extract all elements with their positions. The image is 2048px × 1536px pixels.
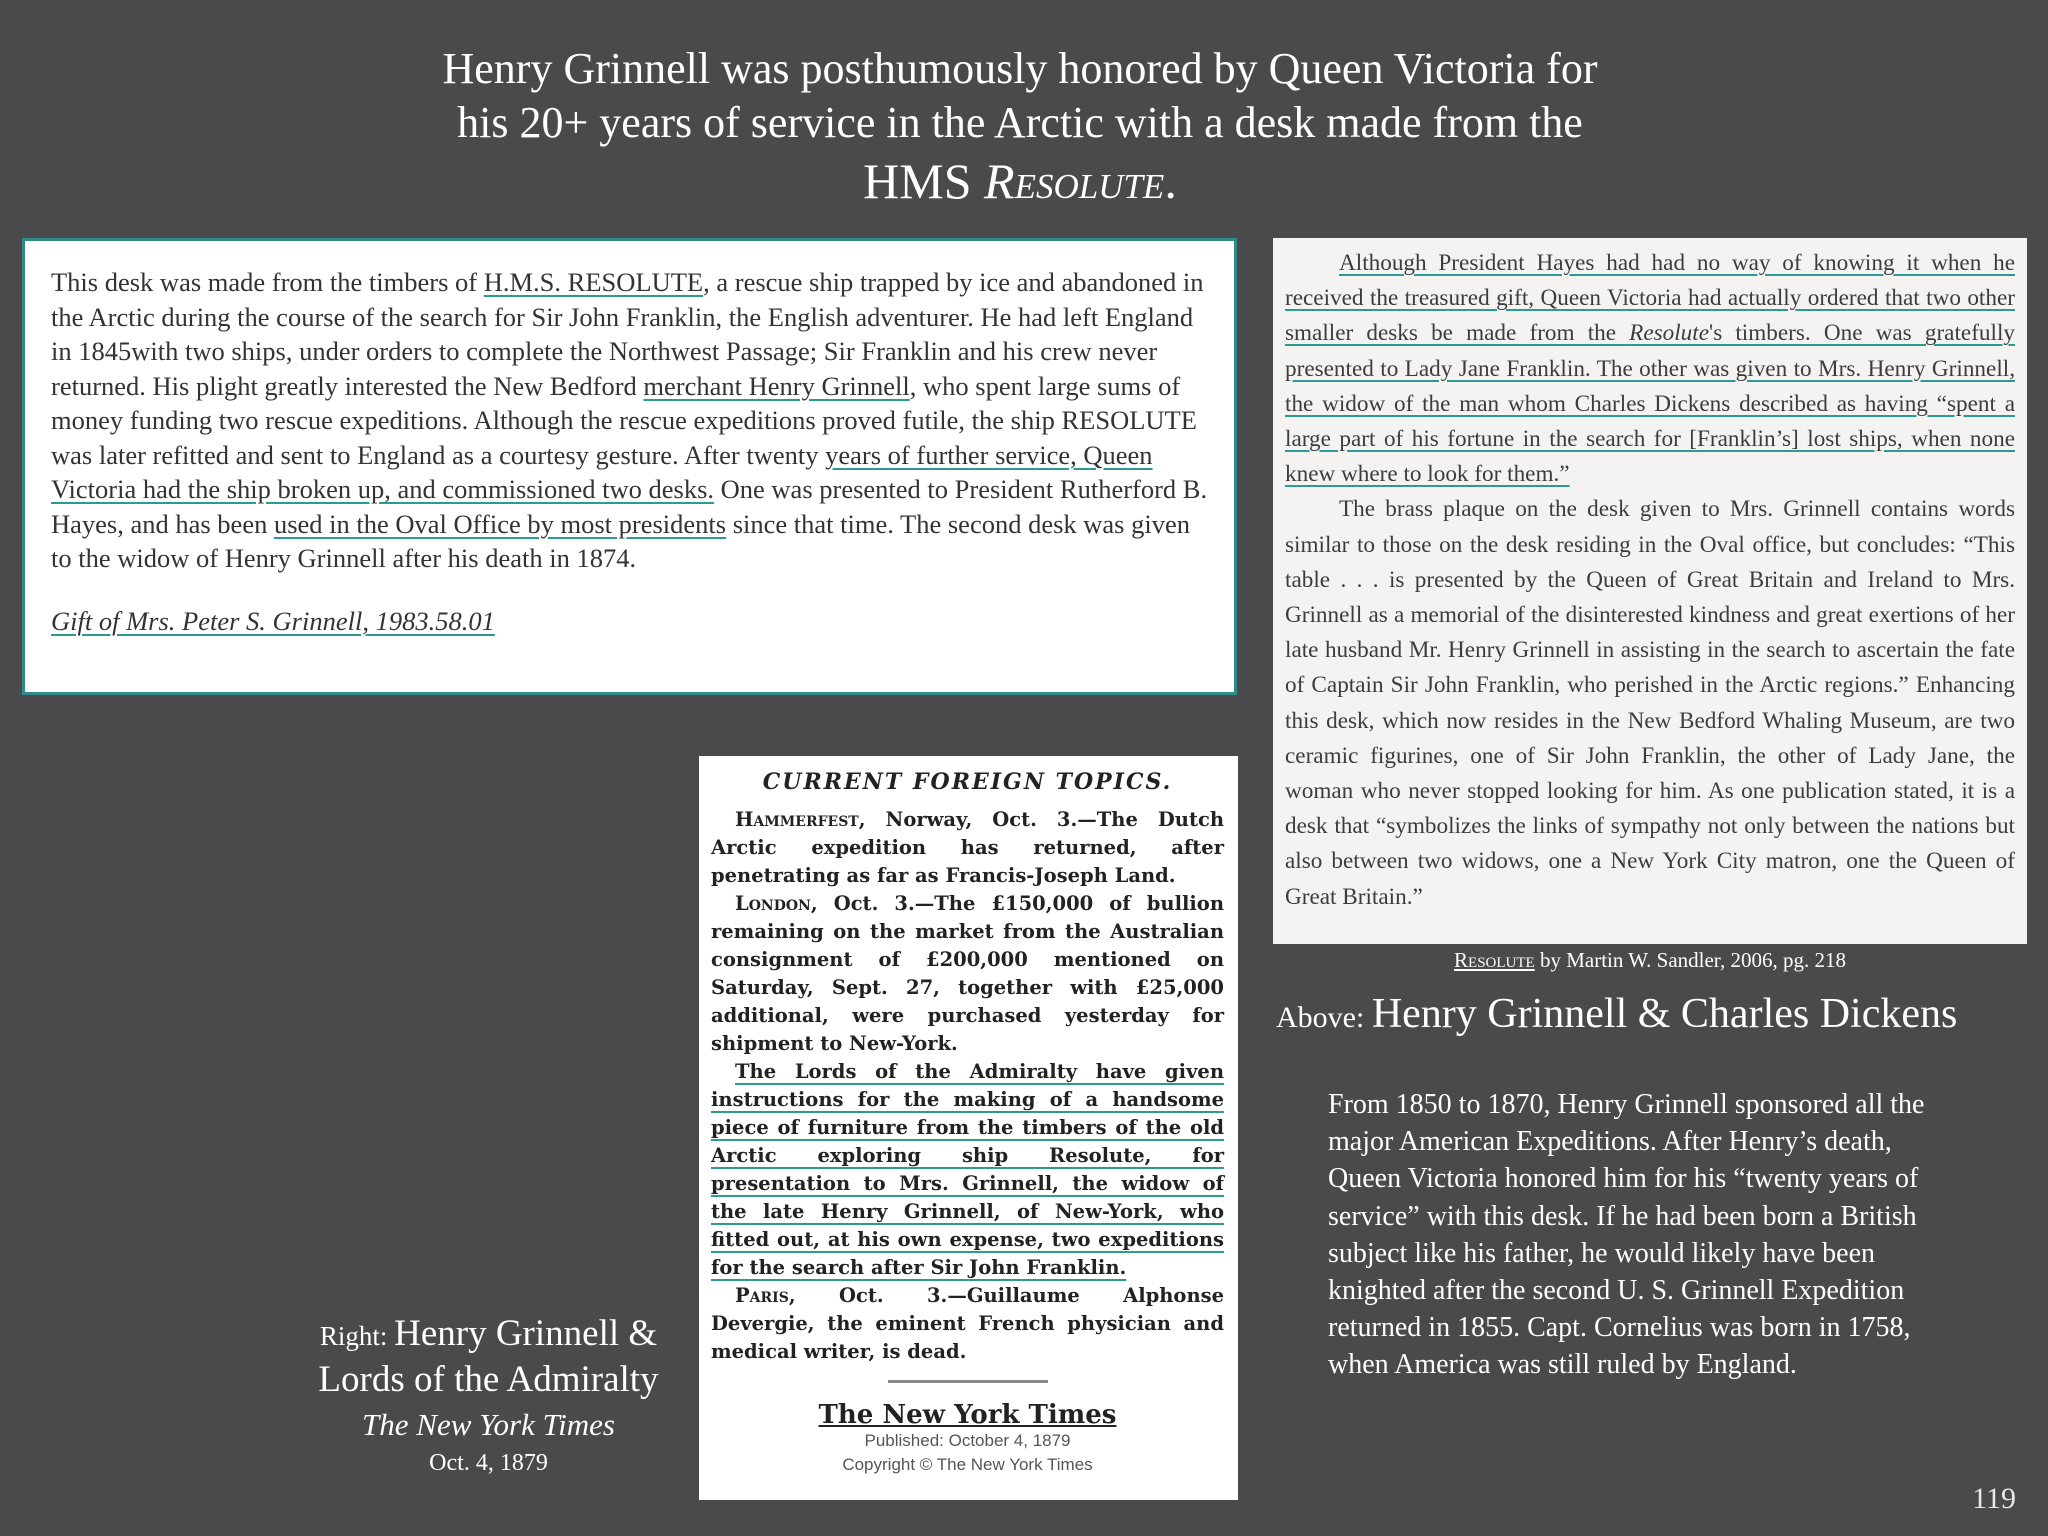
book-highlight-b: 's timbers. One was gratefully presented to Lady Jane Franklin. The other was given to Mrs. Henry Grinnell, the widow of the man whom Charles Dickens described as having “spent a large part of his fortune in the search for [Franklin’s] lost ships, when none knew where to look for them.” <box>1285 320 2015 488</box>
book-paragraph-1 <box>1285 246 2015 492</box>
news-place-hammerfest: Hammerfest, <box>735 808 866 831</box>
news-published-date: Published: October 4, 1879 <box>864 1431 1071 1450</box>
label-underline-resolute: H.M.S. RESOLUTE <box>483 267 704 297</box>
label-gift-line <box>51 604 1208 639</box>
label-seg-3: , who spent large sums of money funding two rescue expeditions. Although the rescue expeditions proved futile, the ship RESOLUTE was later refitted and sent to England as a courtesy gesture. After twenty <box>51 370 1197 470</box>
page-number: 119 <box>1972 1482 2016 1515</box>
book-highlight-a: Although President Hayes had had no way of knowing it when he received the treasured gift, Queen Victoria had actually ordered that two other smaller desks be made from the <box>1285 250 2015 347</box>
book-credit-rest: by Martin W. Sandler, 2006, pg. 218 <box>1534 948 1846 972</box>
label-underline-service: years of further service, Queen Victoria had the ship broken up, and commissioned two desks. <box>51 439 1153 504</box>
newspaper-caption <box>296 1312 681 1478</box>
news-item-hammerfest <box>711 806 1224 890</box>
label-underline-merchant: merchant Henry Grinnell <box>643 370 910 401</box>
news-text-london: Oct. 3.—The £150,000 of bullion remaining on the market from the Australian consignment of £200,000 mentioned on Saturday, Sept. 27, together with £25,000 additional, were purchased yesterday for shipment to New-York. <box>711 892 1224 1055</box>
news-heading: CURRENT FOREIGN TOPICS. <box>762 769 1173 795</box>
nyt-masthead: The New York Times <box>818 1400 1117 1430</box>
title-ship-name: Resolute <box>984 153 1165 209</box>
news-text-hammerfest: Norway, Oct. 3.—The Dutch Arctic expedition has returned, after penetrating as far as Francis-Joseph Land. <box>711 808 1224 887</box>
title-period: . <box>1164 153 1177 209</box>
book-paragraph-2: The brass plaque on the desk given to Mrs. Grinnell contains words similar to those on the desk residing in the Oval office, but concludes: “This table . . . is presented by the Queen of Great Britain and Ireland to Mrs. Grinnell as a memorial of the disinterested kindness and great exertions of her late husband Mr. Henry Grinnell in assisting in the search to ascertain the fate of Captain Sir John Franklin, who perished in the Arctic regions.” Enhancing this desk, which now resides in the New Bedford Whaling Museum, are two ceramic figurines, one of Sir John Franklin, the other of Lady Jane, the woman who never stopped looking for him. As one publication stated, it is a desk that “symbolizes the links of sympathy not only between the nations but also between two widows, one a New York City matron, one the Queen of Great Britain.” <box>1285 496 2015 910</box>
label-underline-oval-office: used in the Oval Office by most presidents <box>273 508 727 539</box>
label-seg-2: , a rescue ship trapped by ice and abandoned in the Arctic during the course of the search for Sir John Franklin, the English adventurer. He had left England in 1845with two ships, under orders to complete the Northwest Passage; Sir Franklin and his crew never returned. His plight greatly interested the New Bedford <box>51 267 1204 401</box>
news-place-london: London, <box>735 892 818 915</box>
news-item-admiralty <box>711 1058 1224 1282</box>
news-copyright: Copyright © The New York Times <box>842 1455 1093 1474</box>
newspaper-clipping <box>699 756 1238 1500</box>
above-prefix: Above: <box>1276 1001 1372 1034</box>
news-place-paris: Paris, <box>735 1284 796 1307</box>
caption-names: Henry Grinnell & <box>394 1313 658 1354</box>
title-line-2: his 20+ years of service in the Arctic with a desk made from the <box>457 98 1583 147</box>
news-divider <box>888 1380 1048 1383</box>
above-names: Henry Grinnell & Charles Dickens <box>1371 991 1958 1037</box>
news-item-paris <box>711 1282 1224 1366</box>
caption-line-3: The New York Times <box>362 1407 615 1442</box>
above-caption <box>1276 990 2036 1038</box>
label-seg-5: since that time. The second desk was given to the widow of Henry Grinnell after his death in 1874. <box>51 508 1190 573</box>
label-seg-4: One was presented to President Rutherford B. Hayes, and has been <box>51 474 1208 539</box>
museum-label-card <box>22 238 1237 695</box>
slide-title <box>300 42 1740 212</box>
grinnell-summary-text: From 1850 to 1870, Henry Grinnell sponsored all the major American Expeditions. After Henry’s death, Queen Victoria honored him for his “twenty years of service” with this desk. If he had been born a British subject like his father, he would likely have been knighted after the second U. S. Grinnell Expedition returned in 1855. Capt. Cornelius was born in 1758, when America was still ruled by England. <box>1328 1089 1925 1381</box>
news-highlight-admiralty: The Lords of the Admiralty have given instructions for the making of a handsome piece of furniture from the timbers of the old Arctic exploring ship Resolute, for presentation to Mrs. Grinnell, the widow of the late Henry Grinnell, of New-York, who fitted out, at his own expense, two expeditions for the search after Sir John Franklin. <box>711 1060 1224 1279</box>
news-item-london <box>711 890 1224 1058</box>
book-excerpt <box>1273 238 2027 944</box>
label-gift-text: Gift of Mrs. Peter S. Grinnell, 1983.58.01 <box>51 605 495 636</box>
book-italic-resolute: Resolute <box>1629 320 1710 347</box>
caption-prefix: Right: <box>319 1321 395 1351</box>
title-line-3 <box>300 150 1740 212</box>
title-line-1: Henry Grinnell was posthumously honored by Queen Victoria for <box>442 44 1598 93</box>
label-seg-1: This desk was made from the timbers of <box>51 267 484 297</box>
book-credit <box>1273 948 2027 973</box>
book-credit-title: Resolute <box>1454 948 1535 972</box>
caption-line-1 <box>296 1312 681 1358</box>
news-text-paris: Oct. 3.—Guillaume Alphonse Devergie, the eminent French physician and medical writer, is dead. <box>711 1284 1224 1363</box>
caption-line-2: Lords of the Admiralty <box>318 1359 659 1400</box>
caption-line-4: Oct. 4, 1879 <box>429 1450 548 1476</box>
title-hms: HMS <box>863 153 985 209</box>
label-text <box>51 265 1208 576</box>
